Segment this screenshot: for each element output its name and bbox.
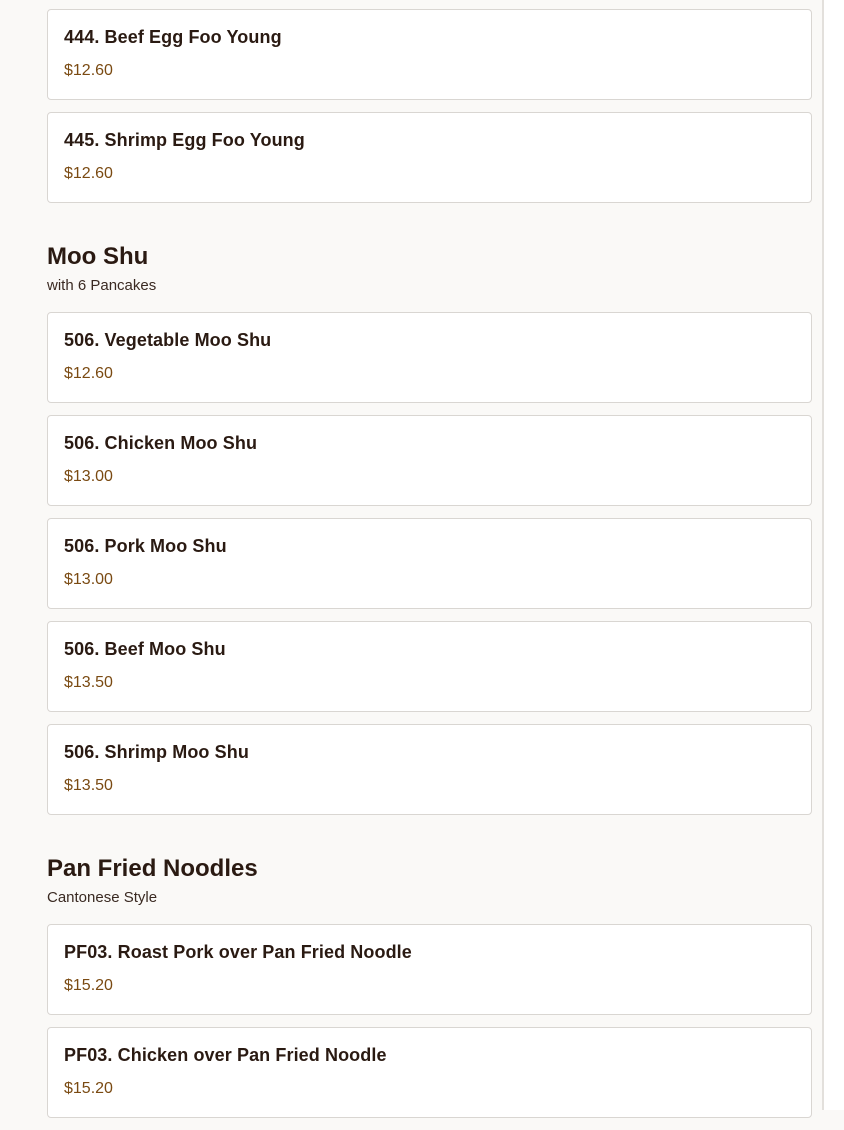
menu-item-card[interactable] <box>47 415 812 506</box>
menu-item-price: $13.00 <box>64 468 113 485</box>
menu-item-name: 444. Beef Egg Foo Young <box>64 27 282 47</box>
section-header-pan-fried-noodles <box>47 827 812 907</box>
menu-item-name: PF03. Chicken over Pan Fried Noodle <box>64 1045 387 1065</box>
menu-item-name: PF03. Roast Pork over Pan Fried Noodle <box>64 942 412 962</box>
menu-item-price: $13.00 <box>64 571 113 588</box>
menu-item-card[interactable] <box>47 9 812 100</box>
menu-list <box>47 9 812 1130</box>
menu-item-card[interactable] <box>47 518 812 609</box>
section-header-moo-shu <box>47 215 812 295</box>
menu-item-price: $12.60 <box>64 365 113 382</box>
section-title: Moo Shu <box>47 243 149 270</box>
side-panel <box>824 0 844 1110</box>
menu-item-name: 506. Beef Moo Shu <box>64 639 226 659</box>
menu-item-name: 506. Pork Moo Shu <box>64 536 227 556</box>
menu-item-price: $12.60 <box>64 62 113 79</box>
menu-item-name: 506. Vegetable Moo Shu <box>64 330 272 350</box>
menu-item-price: $13.50 <box>64 777 113 794</box>
menu-item-name: 506. Chicken Moo Shu <box>64 433 258 453</box>
menu-item-card[interactable] <box>47 1027 812 1118</box>
menu-item-price: $13.50 <box>64 674 113 691</box>
menu-item-price: $12.60 <box>64 165 113 182</box>
section-title: Pan Fried Noodles <box>47 855 258 882</box>
menu-item-price: $15.20 <box>64 1080 113 1097</box>
section-subtitle: with 6 Pancakes <box>47 277 157 294</box>
menu-item-name: 506. Shrimp Moo Shu <box>64 742 249 762</box>
menu-item-card[interactable] <box>47 112 812 203</box>
menu-item-name: 445. Shrimp Egg Foo Young <box>64 130 305 150</box>
menu-item-card[interactable] <box>47 924 812 1015</box>
menu-item-card[interactable] <box>47 724 812 815</box>
menu-item-card[interactable] <box>47 621 812 712</box>
section-subtitle: Cantonese Style <box>47 889 158 906</box>
menu-item-card[interactable] <box>47 312 812 403</box>
menu-item-price: $15.20 <box>64 977 113 994</box>
